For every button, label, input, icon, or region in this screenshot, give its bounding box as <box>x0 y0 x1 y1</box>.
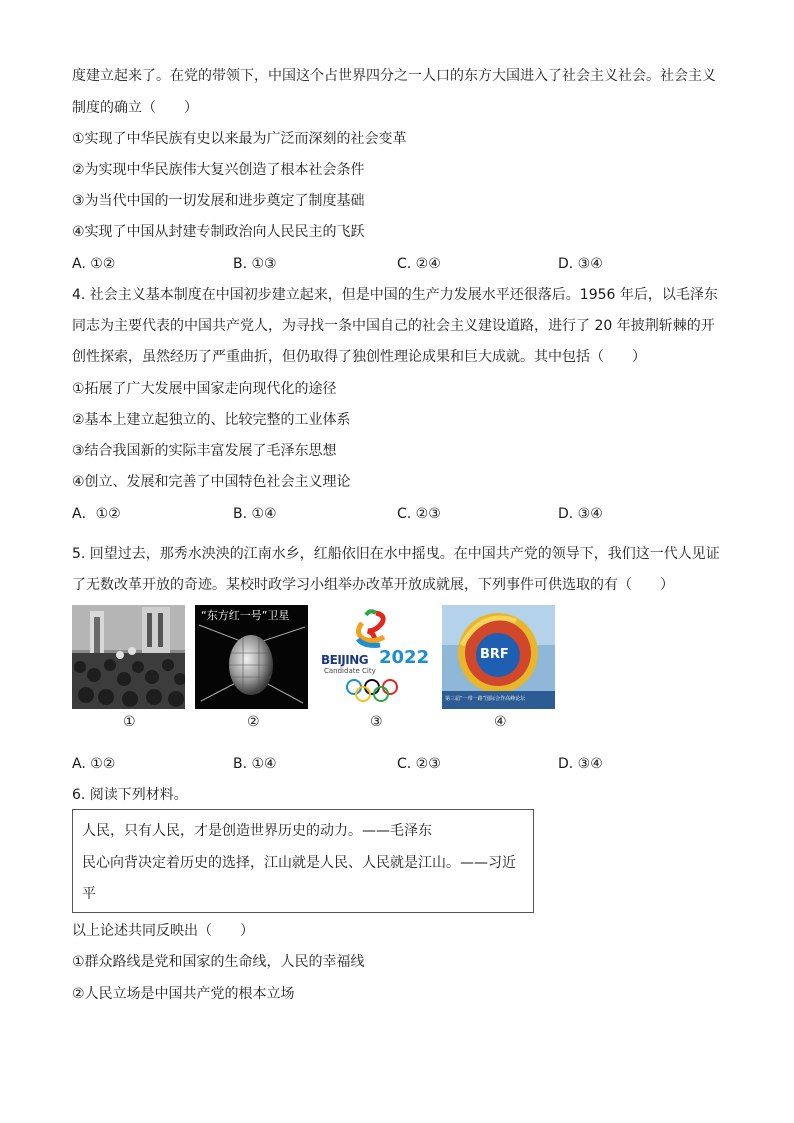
q3-stem-line-2: 制度的确立（ ） <box>72 100 198 116</box>
q4-option-a[interactable]: A．①② <box>72 506 121 522</box>
q6-item-2: ②人民立场是中国共产党的根本立场 <box>72 986 295 1002</box>
quote-line-2: 民心向背决定着历史的选择，江山就是人民、人民就是江山。——习近 <box>82 855 516 871</box>
brf-wordmark: BRF <box>480 647 509 662</box>
quote-line-1: 人民，只有人民，才是创造世界历史的动力。——毛泽东 <box>82 823 432 839</box>
q5-option-b[interactable]: B. ①④ <box>233 756 277 772</box>
q5-option-c[interactable]: C. ②③ <box>397 756 441 772</box>
photo-historic-crowd <box>72 605 185 709</box>
q4-stem-line-3: 创性探索，虽然经历了严重曲折，但仍取得了独创性理论成果和巨大成就。其中包括（ ） <box>72 349 646 365</box>
q3-item-1: ①实现了中华民族有史以来最为广泛而深刻的社会变革 <box>72 131 407 147</box>
candidate-city-label: Candidate City <box>324 667 376 675</box>
q4-stem-line-2: 同志为主要代表的中国共产党人，为寻找一条中国自己的社会主义建设道路，进行了 20 年披荆斩棘的开 <box>72 318 715 334</box>
q3-stem-line-1: 度建立起来了。在党的带领下，中国这个占世界四分之一人口的东方大国进入了社会主义社会。社会主义 <box>72 68 716 84</box>
q5-option-d[interactable]: D. ③④ <box>558 756 603 772</box>
logo-beijing-2022 <box>318 605 431 709</box>
image-label-3: ③ <box>370 714 383 730</box>
q6-stem: 以上论述共同反映出（ ） <box>72 923 254 939</box>
q4-option-b[interactable]: B. ①④ <box>233 506 277 522</box>
q3-option-d[interactable]: D. ③④ <box>558 256 603 272</box>
beijing-wordmark: BEIJING <box>321 653 369 667</box>
q4-item-3: ③结合我国新的实际丰富发展了毛泽东思想 <box>72 443 337 459</box>
q5-option-a[interactable]: A. ①② <box>72 756 116 772</box>
q6-heading: 6. 阅读下列材料。 <box>72 787 188 803</box>
q6-item-1: ①群众路线是党和国家的生命线，人民的幸福线 <box>72 954 365 970</box>
q4-stem-line-1: 4. 社会主义基本制度在中国初步建立起来，但是中国的生产力发展水平还很落后。1956 年后，以毛泽东 <box>72 287 718 303</box>
q3-option-c[interactable]: C. ②④ <box>397 256 441 272</box>
material-box <box>72 809 534 913</box>
q3-item-4: ④实现了中国从封建专制政治向人民民主的飞跃 <box>72 224 365 240</box>
brf-banner: 第三届“一带一路”国际合作高峰论坛 <box>445 696 526 702</box>
year-2022-wordmark: 2022 <box>379 647 430 668</box>
q3-option-a[interactable]: A. ①② <box>72 256 116 272</box>
q3-item-3: ③为当代中国的一切发展和进步奠定了制度基础 <box>72 193 365 209</box>
q5-stem-line-1: 5. 回望过去，那秀水泱泱的江南水乡，红船依旧在水中摇曳。在中国共产党的领导下，我们这一代人见证 <box>72 546 720 562</box>
image-label-4: ④ <box>494 714 507 730</box>
q4-item-1: ①拓展了广大发展中国家走向现代化的途径 <box>72 381 337 397</box>
q3-item-2: ②为实现中华民族伟大复兴创造了根本社会条件 <box>72 162 365 178</box>
image-label-1: ① <box>123 714 136 730</box>
satellite-caption: “东方红一号”卫星 <box>201 609 290 622</box>
q5-stem-line-2: 了无数改革开放的奇迹。某校时政学习小组举办改革开放成就展，下列事件可供选取的有（ ） <box>72 577 674 593</box>
q4-option-c[interactable]: C. ②③ <box>397 506 441 522</box>
q3-option-b[interactable]: B. ①③ <box>233 256 277 272</box>
q4-option-d[interactable]: D. ③④ <box>558 506 603 522</box>
photo-satellite-dfh1 <box>195 605 308 709</box>
quote-line-3: 平 <box>82 886 96 902</box>
q4-item-4: ④创立、发展和完善了中国特色社会主义理论 <box>72 474 351 490</box>
q4-item-2: ②基本上建立起独立的、比较完整的工业体系 <box>72 412 351 428</box>
photo-brf-forum <box>442 605 555 709</box>
image-label-2: ② <box>247 714 260 730</box>
